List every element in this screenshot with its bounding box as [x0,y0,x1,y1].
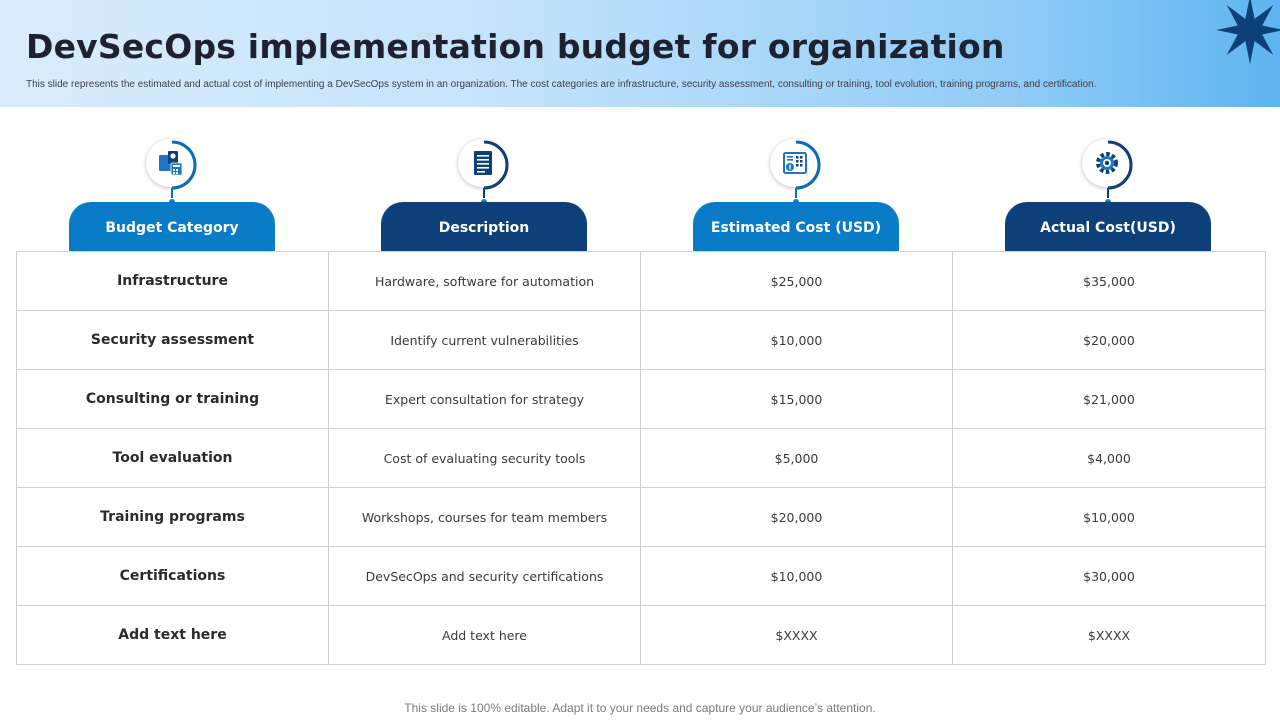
document-list-icon [470,150,496,176]
table-row [17,488,1266,547]
category-cell: Add text here [17,606,329,665]
budget-calculator-icon-badge [146,139,198,191]
column-header-actual-cost: Actual Cost(USD) [1005,202,1211,252]
actual-cost-cell: $4,000 [953,429,1266,488]
actual-cost-cell: $30,000 [953,547,1266,606]
page-title: DevSecOps implementation budget for organization [26,27,1005,66]
actual-cost-cell: $21,000 [953,370,1266,429]
actual-cost-cell: $10,000 [953,488,1266,547]
description-cell: DevSecOps and security certifications [329,547,641,606]
category-cell: Security assessment [17,311,329,370]
gear-settings-icon [1094,150,1120,176]
estimated-cost-cell: $20,000 [641,488,953,547]
description-cell: Cost of evaluating security tools [329,429,641,488]
connector-line [483,188,485,198]
actual-cost-cell: $35,000 [953,252,1266,311]
actual-cost-cell: $20,000 [953,311,1266,370]
table-row [17,252,1266,311]
gear-settings-icon-badge [1082,139,1134,191]
connector-line [795,188,797,198]
estimated-cost-cell: $25,000 [641,252,953,311]
table-row [17,547,1266,606]
page-subtitle: This slide represents the estimated and actual cost of implementing a DevSecOps system in an organization. The cost categories are infrastructure, security assessment, consulting or training, tool evolution, training programs, and certification. [26,79,1097,90]
category-cell: Infrastructure [17,252,329,311]
actual-cost-cell: $XXXX [953,606,1266,665]
description-cell: Workshops, courses for team members [329,488,641,547]
estimated-cost-cell: $10,000 [641,547,953,606]
column-header-description: Description [381,202,587,252]
category-cell: Consulting or training [17,370,329,429]
cost-estimate-icon-badge [770,139,822,191]
estimated-cost-cell: $5,000 [641,429,953,488]
header-banner [0,0,1280,107]
table-row [17,311,1266,370]
table-row [17,606,1266,665]
estimated-cost-cell: $15,000 [641,370,953,429]
category-cell: Tool evaluation [17,429,329,488]
connector-line [171,188,173,198]
budget-table [16,251,1266,665]
description-cell: Expert consultation for strategy [329,370,641,429]
star-burst-icon [1216,0,1280,64]
cost-estimate-icon [782,150,808,176]
footer-note: This slide is 100% editable. Adapt it to your needs and capture your audience’s attention. [404,701,876,715]
budget-calculator-icon [158,150,184,176]
table-row [17,370,1266,429]
description-cell: Identify current vulnerabilities [329,311,641,370]
table-row [17,429,1266,488]
estimated-cost-cell: $10,000 [641,311,953,370]
estimated-cost-cell: $XXXX [641,606,953,665]
column-header-estimated-cost: Estimated Cost (USD) [693,202,899,252]
document-list-icon-badge [458,139,510,191]
category-cell: Certifications [17,547,329,606]
connector-line [1107,188,1109,198]
description-cell: Hardware, software for automation [329,252,641,311]
description-cell: Add text here [329,606,641,665]
category-cell: Training programs [17,488,329,547]
column-header-budget-category: Budget Category [69,202,275,252]
